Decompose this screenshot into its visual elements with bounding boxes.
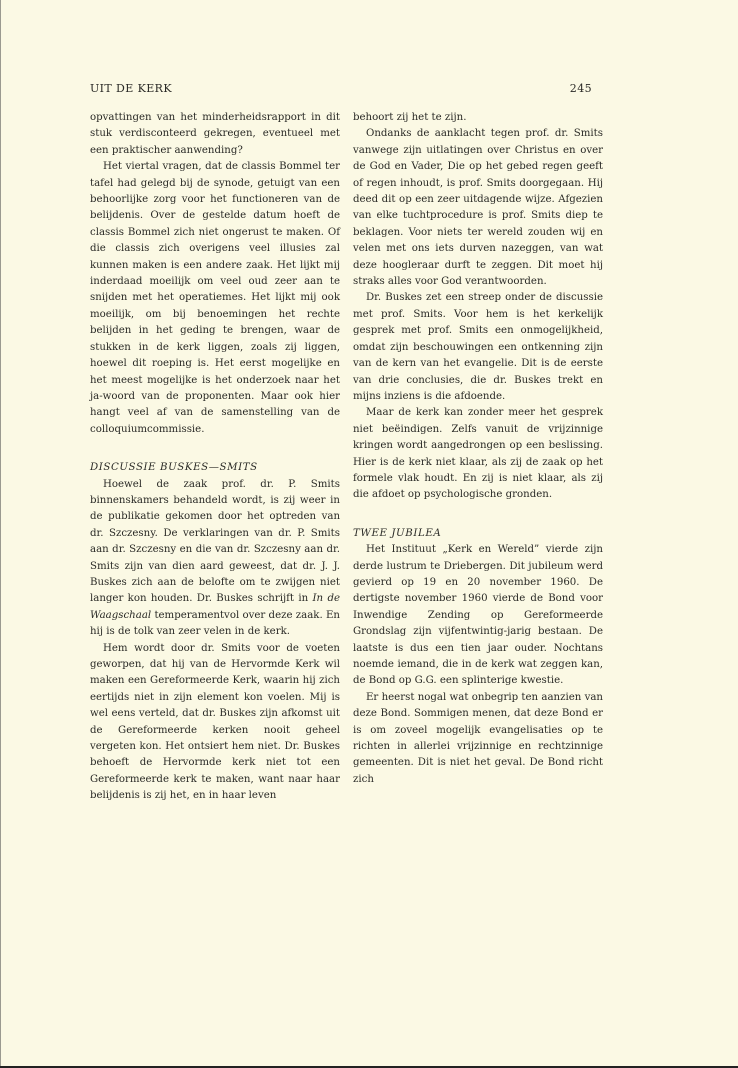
paragraph: Er heerst nogal wat onbegrip ten aanzien van deze Bond. Sommigen menen, dat deze Bond er is om zoveel mogelijk evangelisaties op te richten in allerlei vrijzinnige en rechtzinnige gemeenten. Dit is niet het geval. De Bond richt zich: [353, 691, 603, 785]
paragraph: opvattingen van het minderheidsrapport in dit stuk verdisconteerd gekregen, eventueel met een praktischer aanwending?: [90, 112, 340, 156]
paragraph: Het Instituut „Kerk en Wereld” vierde zijn derde lustrum te Driebergen. Dit jubileum werd gevierd op 19 en 20 november 1960. De dertigste november 1960 vierde de Bond voor Inwendige Zending op Gereformeerde Grondslag zijn vijfentwintig-jarig bestaan. De laatste is dus een tien jaar ouder. Nochtans noemde iemand, die in de kerk wat zeggen kan, de Bond op G.G. een splinterige kwestie.: [353, 544, 603, 687]
paragraph: Maar de kerk kan zonder meer het gesprek niet beëindigen. Zelfs vanuit de vrijzinnige kringen wordt aangedrongen op een beslissing. Hier is de kerk niet klaar, als zij de zaak op het formele vlak houdt. En zij is niet klaar, als zij die afdoet op psychologische gronden.: [353, 407, 603, 501]
page-left-edge: [0, 0, 1, 1068]
paragraph-text: temperamentvol over deze zaak. En hij is de tolk van zeer velen in de kerk.: [90, 609, 340, 638]
paragraph: Het viertal vragen, dat de classis Bommel ter tafel had gelegd bij de synode, getuigt van een behoorlijke zorg voor het functioneren van de belijdenis. Over de gestelde datum hoeft de classis Bommel zich niet ongerust te maken. Of die classis zich overigens veel illusies zal kunnen maken is een andere zaak. Het lijkt mij inderdaad moeilijk om veel oud zeer aan te snijden met het operatiemes. Het lijkt mij ook moeilijk, om bij benoemingen het rechte belijden in het geding te brengen, waar de stukken in de kerk liggen, zoals zij liggen, hoewel dit roeping is. Het eerst mogelijke en het meest mogelijke is het onderzoek naar het ja-woord van de proponenten. Maar ook hier hangt veel af van de samenstelling van de colloquiumcommissie.: [90, 161, 340, 435]
publication-title: In de Waagschaal: [90, 593, 340, 621]
right-column: [353, 110, 603, 788]
paragraph: Ondanks de aanklacht tegen prof. dr. Smits vanwege zijn uitlatingen over Christus en over de God en Vader, Die op het gebed regen geeft of regen inhoudt, is prof. Smits doorgegaan. Hij deed dit op een zeer uitdagende wijze. Afgezien van elke tuchtprocedure is prof. Smits diep te beklagen. Voor niets ter wereld zouden wij en velen met ons iets durven nazeggen, van wat deze hoogleraar durft te zeggen. Dit moet hij straks alles voor God verantwoorden.: [353, 128, 603, 288]
paragraph: [90, 477, 340, 641]
paragraph: behoort zij het te zijn.: [353, 112, 467, 123]
running-title: UIT DE KERK: [90, 82, 172, 95]
paragraph: Hem wordt door dr. Smits voor de voeten geworpen, dat hij van de Hervormde Kerk wil maken een Gereformeerde Kerk, waarin hij zich eertijds niet in zijn element kon voelen. Mij is wel eens verteld, dat dr. Buskes zijn afkomst uit de Gereformeerde kerken nooit geheel vergeten kon. Het ontsiert hem niet. Dr. Buskes behoeft de Hervormde kerk niet tot een Gereformeerde kerk te maken, want naar haar belijdenis is zij het, en in haar leven: [90, 642, 340, 802]
section-spacer: [90, 438, 340, 454]
section-heading-discussie: DISCUSSIE BUSKES—SMITS: [90, 462, 258, 474]
left-column: [90, 110, 340, 805]
section-spacer: [353, 504, 603, 520]
page-number: 245: [569, 82, 592, 95]
paragraph-text: Hoewel de zaak prof. dr. P. Smits binnenskamers behandeld wordt, is zij weer in de publikatie gekomen door het optreden van dr. Szczesny. De verklaringen van dr. P. Smits aan dr. Szczesny en die van dr. Szczesny aan dr. Smits zijn van dien aard geweest, dat dr. J. J. Buskes zich aan de belofte om te zwijgen niet langer kon houden. Dr. Buskes schrijft in: [90, 478, 340, 605]
section-heading-jubilea: TWEE JUBILEA: [353, 527, 442, 539]
paragraph: Dr. Buskes zet een streep onder de discussie met prof. Smits. Voor hem is het kerkelijk gesprek met prof. Smits een onmogelijkheid, omdat zijn beschouwingen een ontkenning zijn van de kern van het evangelie. Dit is de eerste van drie conclusies, die dr. Buskes trekt en mijns inziens is die afdoende.: [353, 292, 603, 402]
